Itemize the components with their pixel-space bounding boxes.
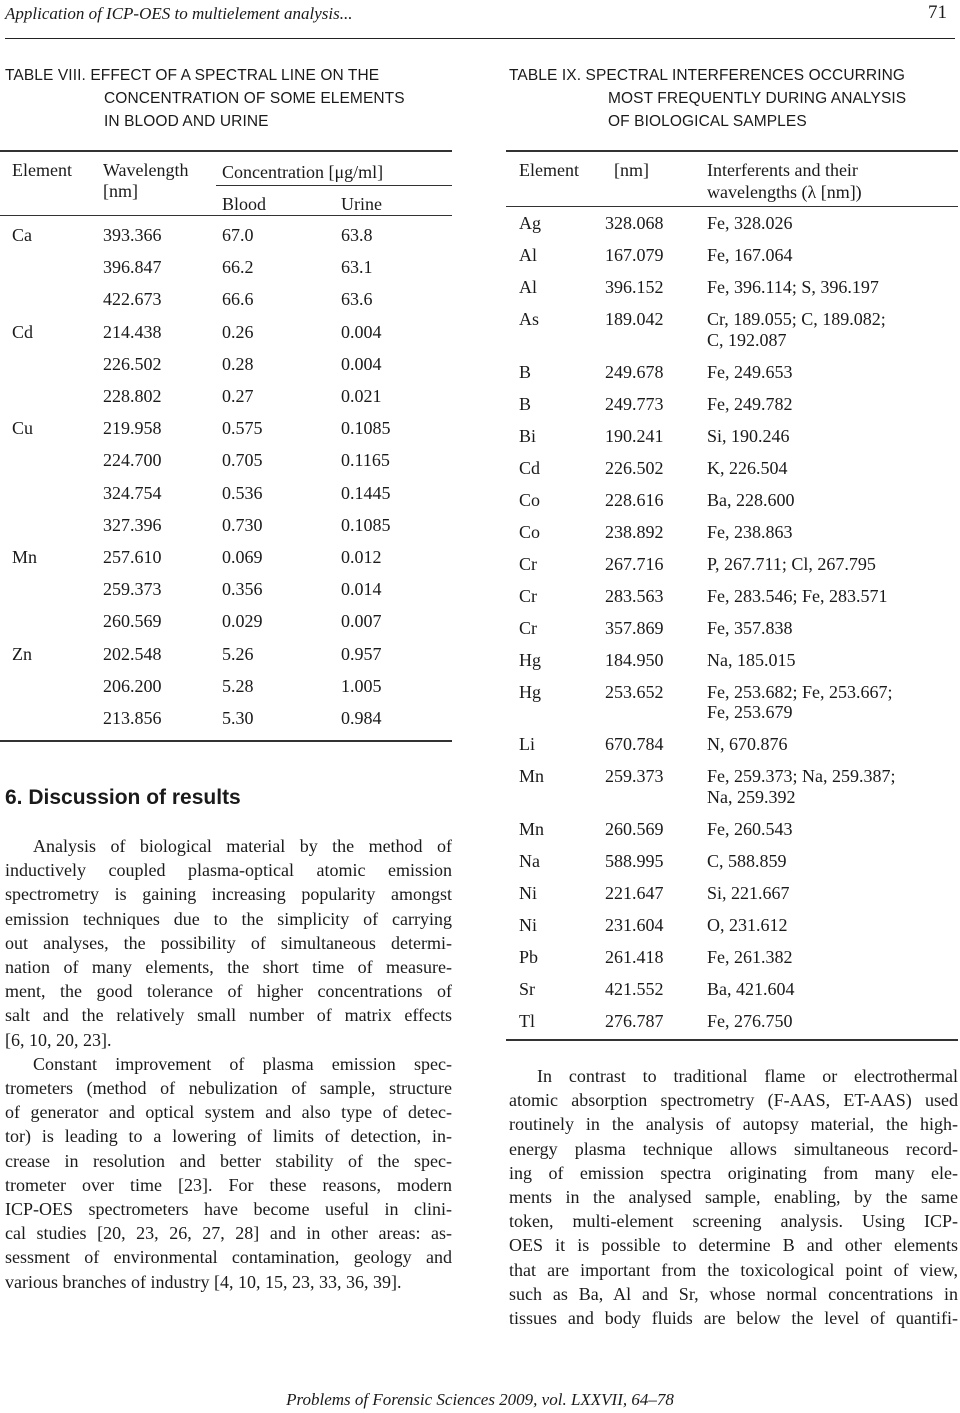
table9-cell-interferents: C, 588.859 [707, 850, 787, 871]
running-title: Application of ICP-OES to multielement analysis... [5, 4, 353, 23]
body-text-line: nation of many elements, the short time of measure- [5, 957, 452, 978]
body-text-line: Analysis of biological material by the method of [33, 836, 452, 856]
table8-caption-line: IN BLOOD AND URINE [104, 113, 269, 130]
table9-cell-interferents: Fe, 276.750 [707, 1010, 793, 1031]
table8-cell-blood: 0.27 [222, 386, 254, 406]
body-text-line: ICP-OES spectrometers have become useful in clini- [5, 1199, 452, 1220]
table9-cell-interferents: Na, 259.392 [707, 786, 796, 807]
table9-cell-element: Bi [519, 425, 537, 446]
table8-cell-blood: 5.28 [222, 675, 254, 696]
table9-cell-element: Ni [519, 914, 537, 935]
table8-cell-blood: 66.6 [222, 289, 254, 310]
table9-cell-element: Pb [519, 946, 539, 967]
table8-cell-blood: 5.30 [222, 708, 254, 728]
table9-cell-nm: 249.773 [605, 393, 664, 414]
table8-cell-urine: 0.1165 [341, 450, 390, 471]
table9-cell-nm: 253.652 [605, 681, 664, 702]
table8-cell-wavelength: 324.754 [103, 482, 162, 503]
body-text-line: routinely in the analysis of autopsy material, the high- [509, 1114, 958, 1135]
table9-cell-interferents: Fe, 396.114; S, 396.197 [707, 277, 879, 297]
table9-cell-nm: 283.563 [605, 585, 664, 606]
body-text-line: of generator and optical system and also type of detec- [5, 1102, 452, 1123]
table9-header-interferents: Interferents and their [707, 160, 858, 180]
table9-cell-nm: 396.152 [605, 277, 664, 297]
table8-caption [5, 64, 405, 133]
body-text-line: tor) is leading to a lowering of limits of detection, in- [5, 1126, 452, 1147]
table8-cell-blood: 0.575 [222, 418, 263, 439]
body-text-line: tissues and body fluids are below the level of quantifi- [509, 1308, 958, 1329]
table8-cell-urine: 63.8 [341, 225, 373, 245]
table8-cell-wavelength: 257.610 [103, 547, 162, 567]
table9-cell-element: Cd [519, 457, 541, 478]
table8-cell-blood: 0.536 [222, 482, 263, 503]
table9-cell-nm: 328.068 [605, 213, 664, 233]
body-text-line: ing of emission spectra originating from many ele- [509, 1162, 958, 1183]
table8-cell-wavelength: 260.569 [103, 611, 162, 632]
table9-cell-interferents: Ba, 421.604 [707, 978, 795, 999]
table8-cell-wavelength: 214.438 [103, 321, 162, 342]
table9-cell-element: Mn [519, 766, 545, 786]
table-rule [506, 150, 958, 152]
table8-cell-urine: 1.005 [341, 675, 382, 696]
body-text-line: crease in resolution and better stability of the spec- [5, 1150, 452, 1171]
table9-cell-element: Ni [519, 882, 537, 903]
table8-cell-blood: 0.28 [222, 353, 254, 374]
table8-cell-urine: 0.1085 [341, 514, 391, 535]
table9-caption-line: OF BIOLOGICAL SAMPLES [608, 113, 807, 130]
table8-cell-urine: 0.1445 [341, 482, 391, 503]
table9-cell-interferents: Fe, 259.373; Na, 259.387; [707, 766, 896, 786]
body-text-line: emission techniques due to the simplicity of carrying [5, 908, 452, 929]
table9-cell-nm: 231.604 [605, 914, 664, 935]
table9-cell-element: Co [519, 521, 541, 542]
table9-cell-nm: 226.502 [605, 457, 664, 478]
body-text-line: energy plasma technique allows simultaneous record- [509, 1138, 958, 1159]
table8-cell-wavelength: 213.856 [103, 708, 162, 728]
table8-cell-blood: 0.356 [222, 579, 263, 600]
body-text-line: atomic absorption spectrometry (F-AAS, ET-AAS) used [509, 1090, 958, 1111]
table9-cell-nm: 276.787 [605, 1010, 664, 1031]
table8-cell-urine: 63.1 [341, 257, 373, 278]
table9-cell-interferents: Fe, 249.782 [707, 393, 793, 414]
right-body-text [509, 1064, 958, 1330]
body-text-line: [6, 10, 20, 23]. [5, 1029, 112, 1050]
table9-cell-interferents: Fe, 357.838 [707, 617, 793, 638]
table9-cell-interferents: O, 231.612 [707, 914, 788, 935]
table-rule [0, 215, 452, 216]
table9-cell-nm: 259.373 [605, 766, 664, 786]
table8-cell-urine: 0.957 [341, 643, 382, 664]
table9-cell-element: Cr [519, 553, 537, 574]
table9-cell-interferents: Fe, 261.382 [707, 946, 793, 967]
table8-cell-urine: 0.984 [341, 708, 382, 728]
table9-cell-element: Al [519, 245, 537, 265]
table9-cell-interferents: Ba, 228.600 [707, 489, 795, 510]
table9-cell-nm: 190.241 [605, 425, 664, 446]
table8-header-wavelength: Wavelength [103, 160, 189, 180]
table9-cell-nm: 421.552 [605, 978, 664, 999]
table8-cell-blood: 0.705 [222, 450, 263, 471]
table8-header-blood: Blood [222, 194, 267, 214]
table8-cell-urine: 0.004 [341, 321, 382, 342]
table8-cell-wavelength: 327.396 [103, 514, 162, 535]
table9-cell-element: Li [519, 734, 535, 754]
table9-cell-interferents: N, 670.876 [707, 734, 788, 754]
body-text-line: cal studies [20, 23, 26, 27, 28] and in other areas: as- [5, 1223, 452, 1244]
table9-cell-element: Cr [519, 617, 537, 638]
table-rule [0, 150, 452, 152]
body-text-line: that are important from the toxicological point of view, [509, 1259, 958, 1280]
table9-cell-interferents: Fe, 283.546; Fe, 283.571 [707, 585, 888, 606]
table9-cell-element: Tl [519, 1010, 535, 1031]
body-text-line: trometer over time [23]. For these reasons, modern [5, 1174, 452, 1195]
table-rule [216, 185, 452, 186]
body-text-line: In contrast to traditional flame or electrothermal [537, 1066, 958, 1086]
table8-cell-blood: 66.2 [222, 257, 254, 278]
table9-header-element: Element [519, 160, 579, 180]
table8-cell-urine: 0.021 [341, 386, 382, 406]
table8-cell-wavelength: 393.366 [103, 225, 162, 245]
table9-cell-interferents: Na, 185.015 [707, 649, 796, 670]
table8-cell-urine: 0.012 [341, 547, 382, 567]
journal-footer: Problems of Forensic Sciences 2009, vol. LXXVII, 64–78 [286, 1390, 674, 1409]
table-rule [506, 1039, 958, 1041]
table8-cell-element: Cd [12, 321, 34, 342]
body-text-line: trometers (method of nebulization of sample, structure [5, 1078, 452, 1099]
table9-cell-nm: 221.647 [605, 882, 664, 903]
table9-cell-element: As [519, 309, 540, 329]
table8-cell-wavelength: 202.548 [103, 643, 162, 664]
table9-cell-interferents: P, 267.711; Cl, 267.795 [707, 553, 876, 574]
table8-cell-wavelength: 422.673 [103, 289, 162, 310]
table8-cell-wavelength: 228.802 [103, 386, 162, 406]
table9-cell-nm: 261.418 [605, 946, 664, 967]
body-text-line: such as Ba, Al and Sr, whose normal concentrations in [509, 1283, 958, 1304]
table9-cell-interferents: Fe, 167.064 [707, 245, 793, 265]
table9-cell-interferents: Cr, 189.055; C, 189.082; [707, 309, 886, 329]
table8-caption-line: TABLE VIII. EFFECT OF A SPECTRAL LINE ON THE [5, 67, 380, 84]
table8-cell-blood: 0.029 [222, 611, 263, 632]
table9-cell-interferents: Fe, 238.863 [707, 521, 793, 542]
table8-cell-urine: 0.014 [341, 579, 382, 600]
table9-cell-element: Mn [519, 818, 545, 839]
table9-cell-nm: 167.079 [605, 245, 664, 265]
table9-caption [509, 64, 906, 133]
table8-cell-blood: 5.26 [222, 643, 254, 664]
table9-cell-nm: 184.950 [605, 649, 664, 670]
table9-caption-line: MOST FREQUENTLY DURING ANALYSIS [608, 90, 907, 107]
left-body-text [5, 834, 452, 1294]
table8-cell-element: Ca [12, 225, 32, 245]
table8-cell-element: Cu [12, 418, 34, 439]
table9-cell-element: Hg [519, 681, 541, 702]
section-title: 6. Discussion of results [5, 786, 241, 809]
table8-cell-wavelength: 396.847 [103, 257, 162, 278]
table-rule [0, 740, 452, 742]
table9-cell-element: Al [519, 277, 537, 297]
table8-cell-element: Mn [12, 547, 38, 567]
table8-cell-blood: 0.069 [222, 547, 263, 567]
table9-cell-nm: 267.716 [605, 553, 664, 574]
body-text-line: sessment of environmental contamination, geology and [5, 1247, 452, 1268]
body-text-line: various branches of industry [4, 10, 15, 23, 33, 36, 39]. [5, 1271, 402, 1292]
table9-header-nm: [nm] [614, 160, 649, 180]
table9-cell-interferents: Fe, 328.026 [707, 213, 793, 233]
running-header [5, 0, 955, 39]
table9-cell-element: Ag [519, 213, 541, 233]
table9-cell-element: Na [519, 850, 540, 871]
table9-cell-interferents: K, 226.504 [707, 457, 788, 478]
table9-cell-interferents: Si, 190.246 [707, 425, 790, 446]
table-rule [506, 206, 958, 207]
table9-cell-nm: 588.995 [605, 850, 664, 871]
table9-cell-nm: 249.678 [605, 361, 664, 382]
table8-header-element: Element [12, 160, 72, 180]
table8-header-urine: Urine [341, 194, 382, 214]
table9-cell-interferents: Fe, 253.679 [707, 702, 793, 722]
table8-cell-wavelength: 259.373 [103, 579, 162, 600]
table8-cell-urine: 0.004 [341, 353, 382, 374]
body-text-line: salt and the relatively small number of matrix effects [5, 1005, 452, 1026]
body-text-line: Constant improvement of plasma emission spec- [33, 1053, 452, 1074]
table9-cell-element: Sr [519, 978, 536, 999]
page-number: 71 [928, 2, 947, 23]
body-text-line: spectrometry is gaining increasing popularity amongst [5, 884, 452, 905]
table9-cell-element: B [519, 393, 532, 414]
table9-cell-interferents: Fe, 253.682; Fe, 253.667; [707, 681, 893, 702]
table8-cell-wavelength: 219.958 [103, 418, 162, 439]
table9-cell-interferents: Fe, 260.543 [707, 818, 793, 839]
table8-cell-urine: 0.007 [341, 611, 382, 632]
table8-cell-wavelength: 224.700 [103, 450, 162, 471]
table8-cell-urine: 0.1085 [341, 418, 391, 439]
table9-cell-element: Cr [519, 585, 537, 606]
table8-cell-blood: 0.730 [222, 514, 263, 535]
table8-header-wavelength-unit: [nm] [103, 181, 138, 201]
table9-cell-nm: 189.042 [605, 309, 664, 329]
table9-cell-nm: 357.869 [605, 617, 664, 638]
table9-cell-element: Hg [519, 649, 541, 670]
table8-cell-blood: 0.26 [222, 321, 254, 342]
table9-header-wavelengths: wavelengths (λ [nm]) [707, 182, 862, 202]
table9-caption-line: TABLE IX. SPECTRAL INTERFERENCES OCCURRING [509, 67, 906, 84]
table9-cell-nm: 238.892 [605, 521, 664, 542]
table9-cell-interferents: Fe, 249.653 [707, 361, 793, 382]
table8-cell-wavelength: 206.200 [103, 675, 162, 696]
table8-header-concentration: Concentration [μg/ml] [222, 162, 384, 182]
body-text-line: token, multi-element screening analysis. Using ICP- [509, 1211, 958, 1232]
table9-cell-interferents: Si, 221.667 [707, 882, 790, 903]
table8-cell-urine: 63.6 [341, 289, 373, 310]
body-text-line: ment, the good tolerance of higher concentrations of [5, 981, 452, 1002]
table9-cell-element: B [519, 361, 532, 382]
body-text-line: inductively coupled plasma-optical atomic emission [5, 860, 452, 881]
table9-cell-nm: 260.569 [605, 818, 664, 839]
body-text-line: ments in the analysed sample, enabling, by the same [509, 1187, 958, 1208]
table9-cell-nm: 670.784 [605, 734, 664, 754]
table9-cell-interferents: C, 192.087 [707, 329, 787, 350]
table8-cell-element: Zn [12, 643, 32, 664]
table9-cell-element: Co [519, 489, 541, 510]
table8-cell-blood: 67.0 [222, 225, 254, 245]
body-text-line: OES it is possible to determine B and other elements [509, 1235, 958, 1256]
body-text-line: out analyses, the possibility of simultaneous determi- [5, 932, 452, 953]
table8-cell-wavelength: 226.502 [103, 353, 162, 374]
table9-cell-nm: 228.616 [605, 489, 664, 510]
table8-caption-line: CONCENTRATION OF SOME ELEMENTS [104, 90, 405, 107]
